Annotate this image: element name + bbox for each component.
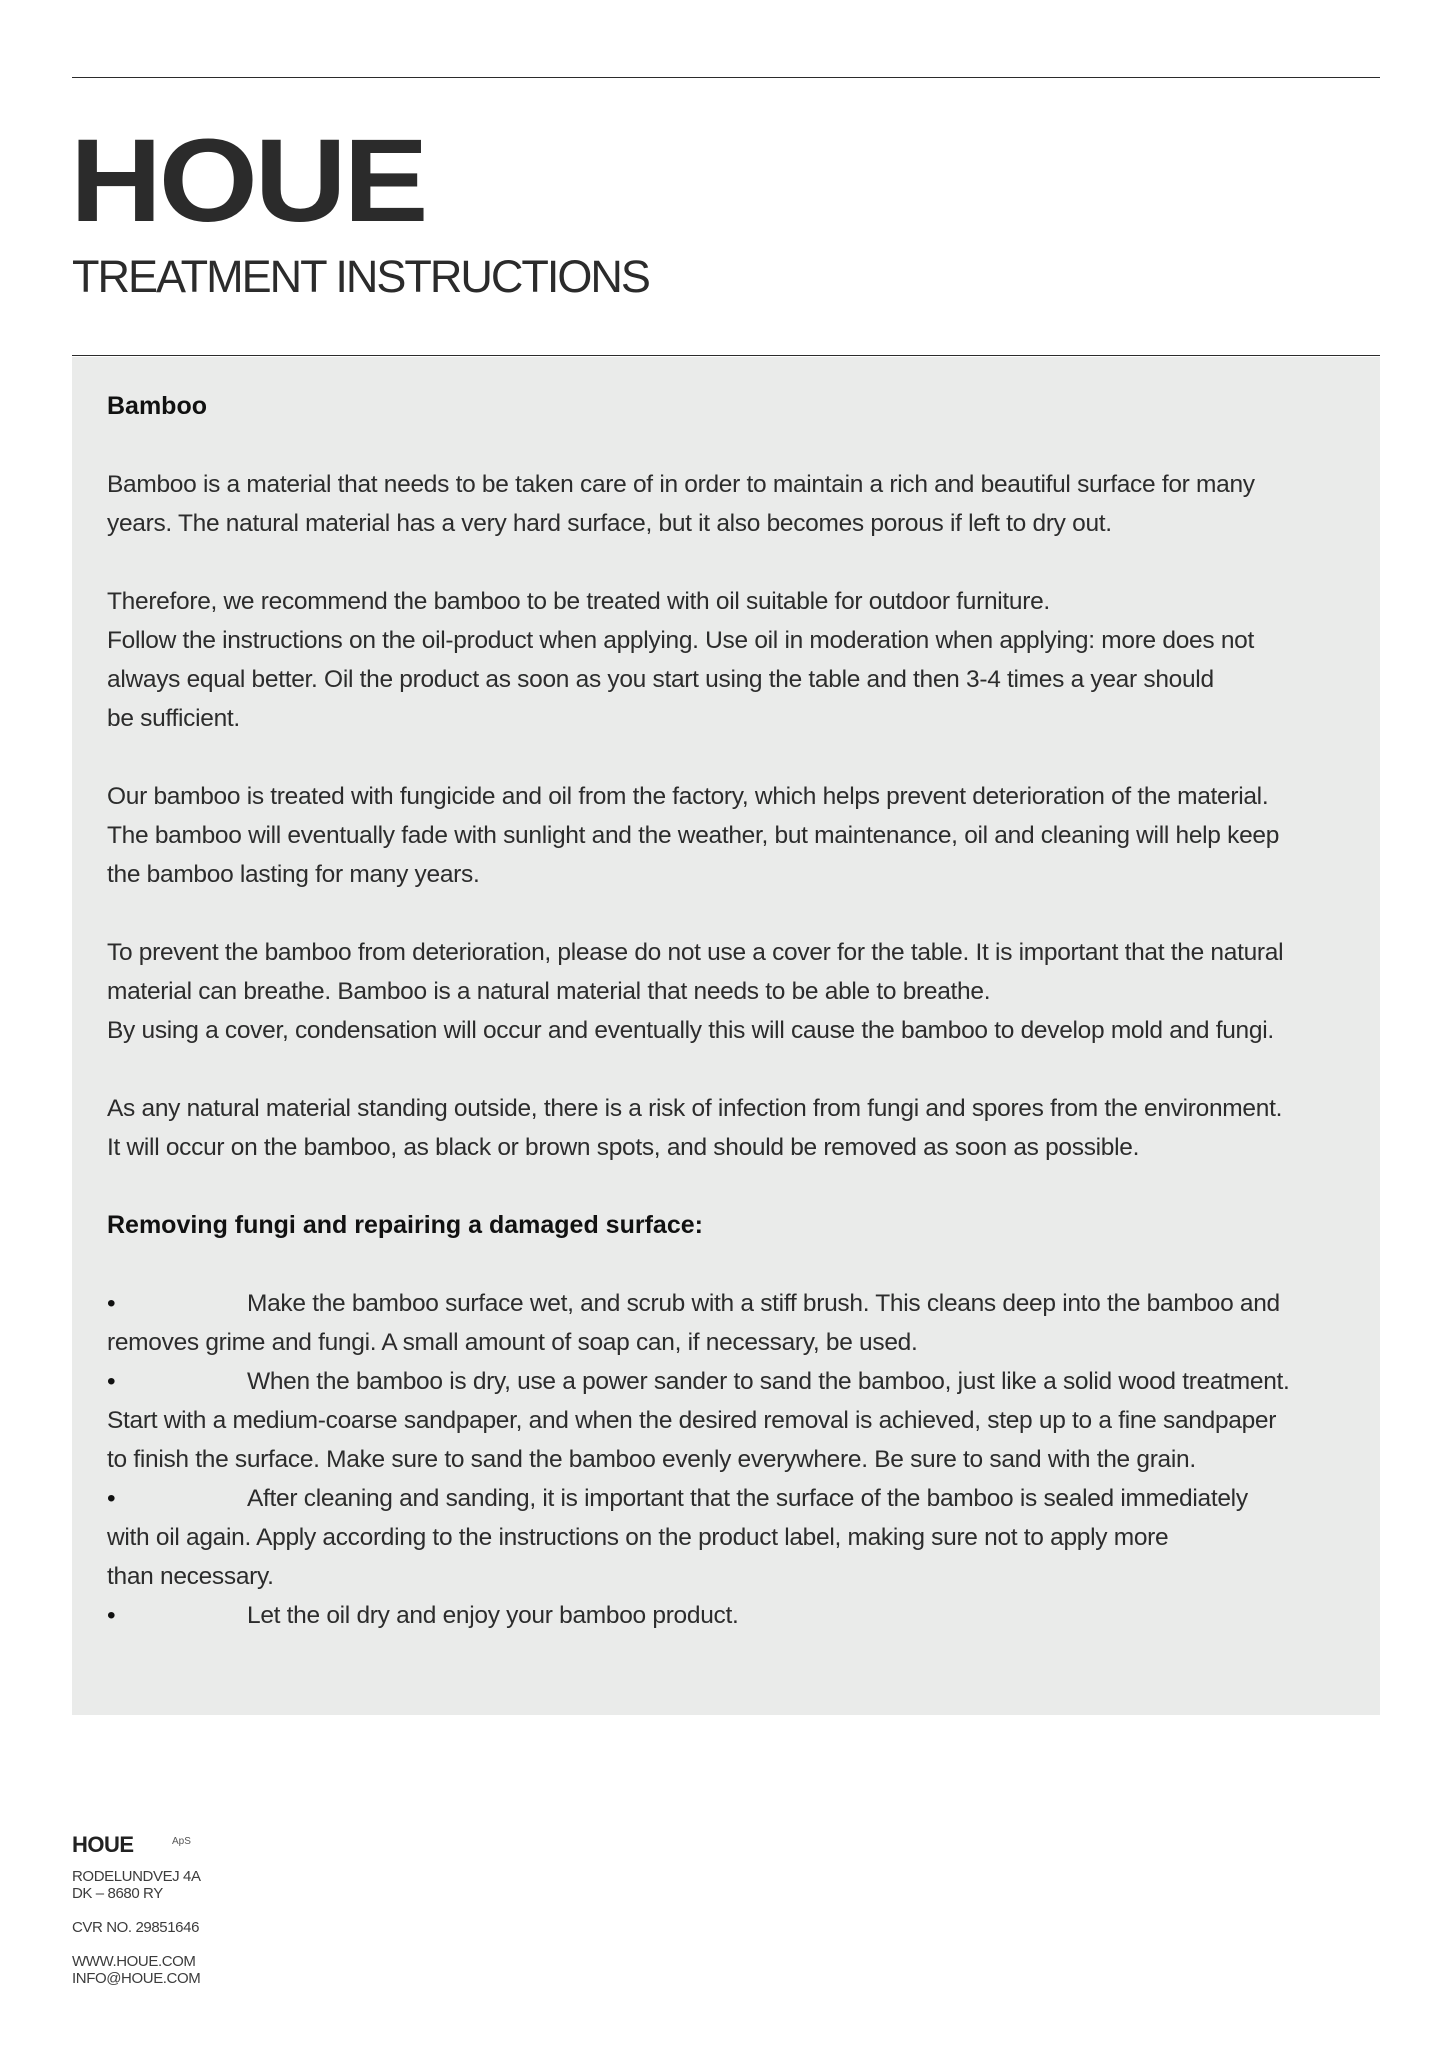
bullet-item [107, 1284, 1367, 1362]
footer [72, 1832, 201, 1987]
paragraph: As any natural material standing outside, there is a risk of infection from fungi and spores from the environment. It will occur on the bamboo, as black or brown spots, and should be removed as soon as possible. [107, 1095, 1283, 1161]
instructions-content [107, 387, 1367, 1635]
section-rule [72, 355, 1380, 356]
section-title: Bamboo [107, 392, 207, 420]
bullet-first-line: When the bamboo is dry, use a power sander to sand the bamboo, just like a solid wood treatment. [247, 1368, 1290, 1395]
bullet-item [107, 1479, 1367, 1596]
top-rule [72, 77, 1380, 78]
paragraph: To prevent the bamboo from deterioration, please do not use a cover for the table. It is important that the natural material can breathe. Bamboo is a natural material that needs to be able to breathe. By using a cover, condensation will occur and eventually this will cause the bamboo to develop mold and fungi. [107, 939, 1284, 1044]
bullet-continuation: with oil again. Apply according to the instructions on the product label, making sure not to apply more than necessary. [107, 1524, 1169, 1590]
instructions-panel [72, 357, 1380, 1715]
footer-contact [72, 1953, 201, 1987]
bullet-icon: • [107, 1368, 116, 1395]
email-link[interactable]: INFO@HOUE.COM [72, 1970, 201, 1987]
footer-address [72, 1868, 201, 1902]
address-line: DK – 8680 RY [72, 1885, 163, 1902]
bullet-continuation: Start with a medium-coarse sandpaper, and when the desired removal is achieved, step up to a fine sandpaper to finish the surface. Make sure to sand the bamboo evenly everywhere. Be sure to sand with the grain. [107, 1407, 1277, 1473]
paragraph: Our bamboo is treated with fungicide and oil from the factory, which helps prevent deterioration of the material. The bamboo will eventually fade with sunlight and the weather, but maintenance, oil and cleaning will help keep the bamboo lasting for many years. [107, 783, 1280, 888]
bullet-icon: • [107, 1485, 116, 1512]
footer-company-suffix: ApS [172, 1836, 191, 1847]
paragraph: Bamboo is a material that needs to be taken care of in order to maintain a rich and beautiful surface for many years. The natural material has a very hard surface, but it also becomes porous if left to dry out. [107, 471, 1255, 537]
footer-logo: HOUE [72, 1832, 134, 1857]
bullet-item [107, 1596, 1367, 1635]
brand-logo: HOUE [70, 115, 426, 247]
address-line: RODELUNDVEJ 4A [72, 1868, 201, 1885]
bullet-continuation: removes grime and fungi. A small amount of soap can, if necessary, be used. [107, 1329, 918, 1356]
bullet-icon: • [107, 1290, 116, 1317]
footer-cvr [72, 1919, 201, 1936]
page-title: TREATMENT INSTRUCTIONS [72, 251, 649, 302]
bullet-first-line: Make the bamboo surface wet, and scrub with a stiff brush. This cleans deep into the bamboo and [247, 1290, 1280, 1317]
bullet-first-line: After cleaning and sanding, it is important that the surface of the bamboo is sealed immediately [247, 1485, 1248, 1512]
paragraph: Therefore, we recommend the bamboo to be treated with oil suitable for outdoor furniture. Follow the instructions on the oil-product when applying. Use oil in moderation when applying: more does not always equal better. Oil the product as soon as you start using the table and then 3-4 times a year should be sufficient. [107, 588, 1254, 732]
website-link[interactable]: WWW.HOUE.COM [72, 1953, 196, 1970]
bullet-icon: • [107, 1602, 116, 1629]
bullet-first-line: Let the oil dry and enjoy your bamboo product. [247, 1602, 739, 1629]
cvr-number: CVR NO. 29851646 [72, 1919, 200, 1936]
subheading: Removing fungi and repairing a damaged surface: [107, 1211, 703, 1239]
bullet-item [107, 1362, 1367, 1479]
